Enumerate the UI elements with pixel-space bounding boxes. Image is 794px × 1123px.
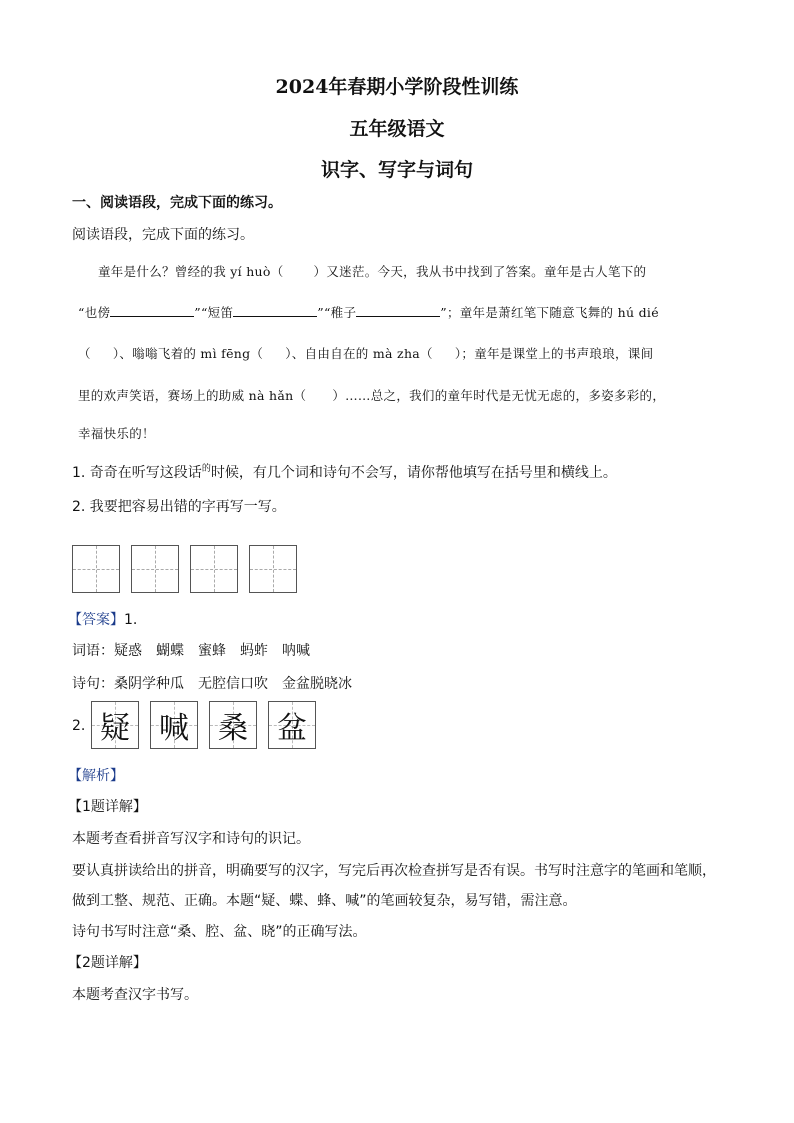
passage-text: “也傍: [78, 305, 111, 320]
answer-char: 桑: [218, 711, 248, 746]
passage-line-3: [78, 344, 653, 362]
writing-grid-box[interactable]: [249, 545, 297, 593]
passage-text: ）；童年是课堂上的书声琅琅，课间: [454, 346, 654, 361]
answer-poem: 无腔信口吹: [198, 676, 268, 692]
passage-text: 童年是什么？曾经的我 yí huò（: [98, 264, 284, 279]
detail-1-paragraph: 要认真拼读给出的拼音，明确要写的汉字，写完后再次检查拼写是否有误。书写时注意字的笔画和笔顺，: [72, 863, 716, 879]
passage-line-4: [78, 386, 665, 404]
section1-instruction: 阅读语段，完成下面的练习。: [72, 227, 254, 243]
writing-grid-box[interactable]: [72, 545, 120, 593]
answer-word: 疑惑: [114, 643, 142, 659]
detail-1-paragraph: 做到工整、规范、正确。本题“疑、蝶、蜂、喊”的笔画较复杂，易写错，需注意。: [72, 893, 577, 909]
passage-line-5: 幸福快乐的！: [78, 426, 155, 441]
detail-1-paragraph: 本题考查看拼音写汉字和诗句的识记。: [72, 831, 310, 847]
poem-blank-1[interactable]: [110, 302, 194, 317]
answer-number-1: 1.: [124, 612, 138, 628]
passage-text: ）又迷茫。今天，我从书中找到了答案。童年是古人笔下的: [313, 264, 647, 279]
detail-1-label: 【1题详解】: [68, 799, 147, 815]
answer-word: 呐喊: [282, 643, 310, 659]
grade-subject-title: 五年级语文: [349, 118, 445, 140]
passage-text: 里的欢声笑语，赛场上的助威 nà hǎn（: [78, 388, 307, 403]
question-1-small-char: 的: [201, 464, 211, 474]
answer-word: 蜜蜂: [198, 643, 226, 659]
passage-line-1: [98, 262, 646, 280]
passage-text: ）……总之，我们的童年时代是无忧无虑的，多姿多彩的，: [332, 388, 666, 403]
answer-char: 盆: [277, 711, 307, 746]
passage-line-2: [78, 302, 659, 321]
passage-text: ）、自由自在的 mà zha（: [285, 346, 433, 361]
answer-number-2: 2.: [72, 718, 86, 734]
answer-char-box: [91, 701, 139, 749]
question-2: 2. 我要把容易出错的字再写一写。: [72, 499, 286, 515]
detail-1-paragraph: 诗句书写时注意“桑、腔、盆、晓”的正确写法。: [72, 924, 367, 940]
answer-char: 疑: [100, 711, 130, 746]
question-1-text: 1. 奇奇在听写这段话: [72, 465, 202, 481]
question-1: [72, 461, 617, 482]
answer-word: 蝴蝶: [156, 643, 184, 659]
answer-words-line: [72, 640, 310, 660]
answer-char-box: [209, 701, 257, 749]
analysis-label: 【解析】: [68, 768, 124, 784]
answer-words-label: 词语：: [72, 643, 114, 659]
writing-grid-box[interactable]: [131, 545, 179, 593]
answer-poems-line: [72, 673, 352, 693]
poem-blank-2[interactable]: [233, 302, 317, 317]
detail-2-label: 【2题详解】: [68, 955, 147, 971]
section-topic-title: 识字、写字与词句: [320, 159, 473, 181]
answer-poem: 桑阴学种瓜: [114, 676, 184, 692]
answer-word: 蚂蚱: [240, 643, 268, 659]
document-title: 2024年春期小学阶段性训练: [275, 76, 519, 98]
answer-header: [68, 609, 137, 629]
section1-heading: 一、阅读语段，完成下面的练习。: [72, 195, 282, 211]
passage-text: （: [78, 346, 91, 361]
answer-poems-label: 诗句：: [72, 676, 114, 692]
passage-text: ”“短笛: [194, 305, 234, 320]
poem-blank-3[interactable]: [356, 302, 440, 317]
question-1-text: 时候，有几个词和诗句不会写，请你帮他填写在括号里和横线上。: [210, 465, 617, 481]
detail-2-paragraph: 本题考查汉字书写。: [72, 987, 198, 1003]
answer-char-box: [268, 701, 316, 749]
answer-label: 【答案】: [68, 612, 124, 628]
passage-text: ）、嗡嗡飞着的 mì fēng（: [112, 346, 264, 361]
writing-grid-box[interactable]: [190, 545, 238, 593]
answer-char: 喊: [159, 711, 189, 746]
passage-text: ”；童年是萧红笔下随意飞舞的 hú dié: [440, 305, 659, 320]
answer-char-box: [150, 701, 198, 749]
answer-poem: 金盆脱晓冰: [282, 676, 352, 692]
passage-text: ”“稚子: [317, 305, 357, 320]
